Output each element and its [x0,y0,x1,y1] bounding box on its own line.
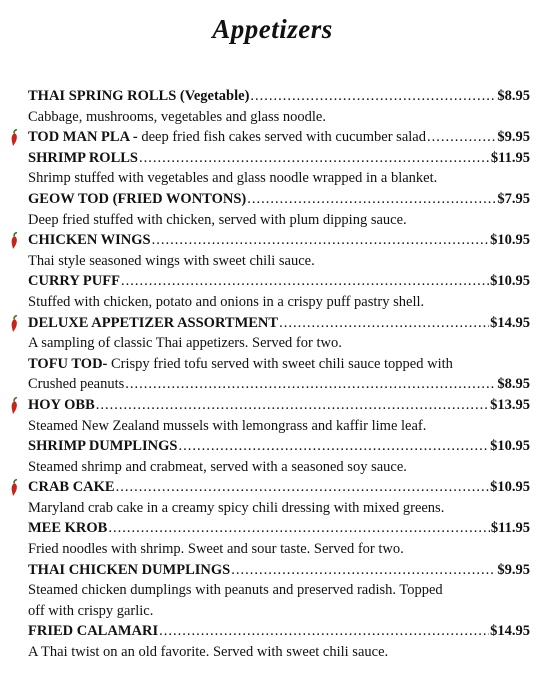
menu-item-description: Steamed shrimp and crabmeat, served with a seasoned soy sauce. [28,458,407,475]
chili-pepper-icon [8,232,20,250]
menu-item-price: $8.95 [497,88,530,104]
menu-item-heading [28,189,530,210]
menu-item-heading [28,354,530,375]
dot-leader [159,621,489,642]
menu-item-description: Thai style seasoned wings with sweet chili sauce. [28,252,315,269]
menu-item-heading [28,518,530,539]
menu-item-name: THAI SPRING ROLLS (Vegetable) [28,88,250,104]
menu-item [28,313,530,354]
dot-leader [247,189,496,210]
menu-item-name: CURRY PUFF [28,273,120,290]
menu-item-name: TOFU TOD- [28,355,108,372]
menu-item-name: GEOW TOD (FRIED WONTONS) [28,190,247,207]
menu-item-name: DELUXE APPETIZER ASSORTMENT [28,314,279,331]
dot-leader [250,86,496,107]
dot-leader [279,313,489,334]
dot-leader [152,230,490,251]
menu-item-price: $13.95 [490,396,530,413]
menu-item-description: Shrimp stuffed with vegetables and glass noodle wrapped in a blanket. [28,170,438,187]
menu-item-description: Fried noodles with shrimp. Sweet and sour taste. Served for two. [28,541,404,558]
menu-item-price: $10.95 [490,232,530,249]
dot-leader [178,436,489,457]
menu-item-description-continued: off with crispy garlic. [28,602,154,619]
dot-leader [125,374,496,395]
menu-item [28,518,530,559]
menu-item [28,230,530,271]
menu-item-name: HOY OBB [28,396,95,413]
menu-item-description: Maryland crab cake in a creamy spicy chili dressing with mixed greens. [28,499,445,516]
chili-pepper-icon [8,129,20,147]
menu-item [28,560,530,622]
menu-item-price: $10.95 [490,273,530,290]
menu-item-description: A sampling of classic Thai appetizers. Served for two. [28,335,342,352]
menu-item-heading [28,395,530,416]
menu-item [28,395,530,436]
menu-item-heading [28,436,530,457]
menu-item-heading [28,86,530,107]
menu-item [28,271,530,312]
menu-item-description: Deep fried stuffed with chicken, served with plum dipping sauce. [28,211,407,228]
menu-item-price: $8.95 [497,376,530,393]
menu-item-heading [28,477,530,498]
menu-item-price: $10.95 [490,438,530,455]
menu-item-price: $9.95 [497,129,530,146]
menu-item-price: $7.95 [497,190,530,207]
dot-leader [231,560,496,581]
menu-item-price: $9.95 [497,561,530,578]
menu-item [28,477,530,518]
menu-item-price: $14.95 [490,623,530,640]
menu-title: Appetizers [212,14,333,44]
menu-item-inline-description: Crispy fried tofu served with sweet chili sauce topped with [107,355,453,372]
menu-item-description: Steamed New Zealand mussels with lemongrass and kaffir lime leaf. [28,417,427,434]
menu-item-name: TOD MAN PLA - [28,129,138,146]
menu-item-description: Stuffed with chicken, potato and onions in a crispy puff pastry shell. [28,293,425,310]
menu-item-description: A Thai twist on an old favorite. Served with sweet chili sauce. [28,644,389,661]
menu-item-price: $11.95 [490,520,530,537]
menu-item-description: Crushed peanuts [28,376,125,393]
menu-item [28,354,530,395]
menu-item [28,127,530,148]
menu-item-name: FRIED CALAMARI [28,623,159,640]
menu-item [28,189,530,230]
menu-item-description: Cabbage, mushrooms, vegetables and glass noodle. [28,108,326,125]
menu-item-price: $11.95 [490,149,530,166]
appetizer-list [28,86,530,663]
menu-item-description: Steamed chicken dumplings with peanuts and preserved radish. Topped [28,582,443,599]
menu-item [28,86,530,127]
menu-item-heading [28,313,530,334]
menu-item-name: MEE KROB [28,520,108,537]
dot-leader [139,148,490,169]
chili-pepper-icon [8,479,20,497]
menu-item-name: THAI CHICKEN DUMPLINGS [28,561,231,578]
menu-item-inline-description: deep fried fish cakes served with cucumber salad [137,129,426,146]
menu-item-heading [28,560,530,581]
dot-leader [427,127,496,148]
menu-item-name: CRAB CAKE [28,479,115,496]
menu-item-price: $14.95 [490,314,530,331]
menu-item-heading [28,148,530,169]
dot-leader [108,518,490,539]
menu-item [28,621,530,662]
menu-item-name: CHICKEN WINGS [28,232,151,249]
menu-item-name: SHRIMP DUMPLINGS [28,438,178,455]
menu-item-heading [28,230,530,251]
dot-leader [116,477,490,498]
menu-item [28,436,530,477]
chili-pepper-icon [8,315,20,333]
menu-item-price: $10.95 [490,479,530,496]
menu-item [28,148,530,189]
menu-item-name: SHRIMP ROLLS [28,149,138,166]
dot-leader [96,395,489,416]
menu-item-heading [28,621,530,642]
menu-item-heading [28,127,530,148]
dot-leader [121,271,489,292]
chili-pepper-icon [8,397,20,415]
menu-item-heading [28,271,530,292]
